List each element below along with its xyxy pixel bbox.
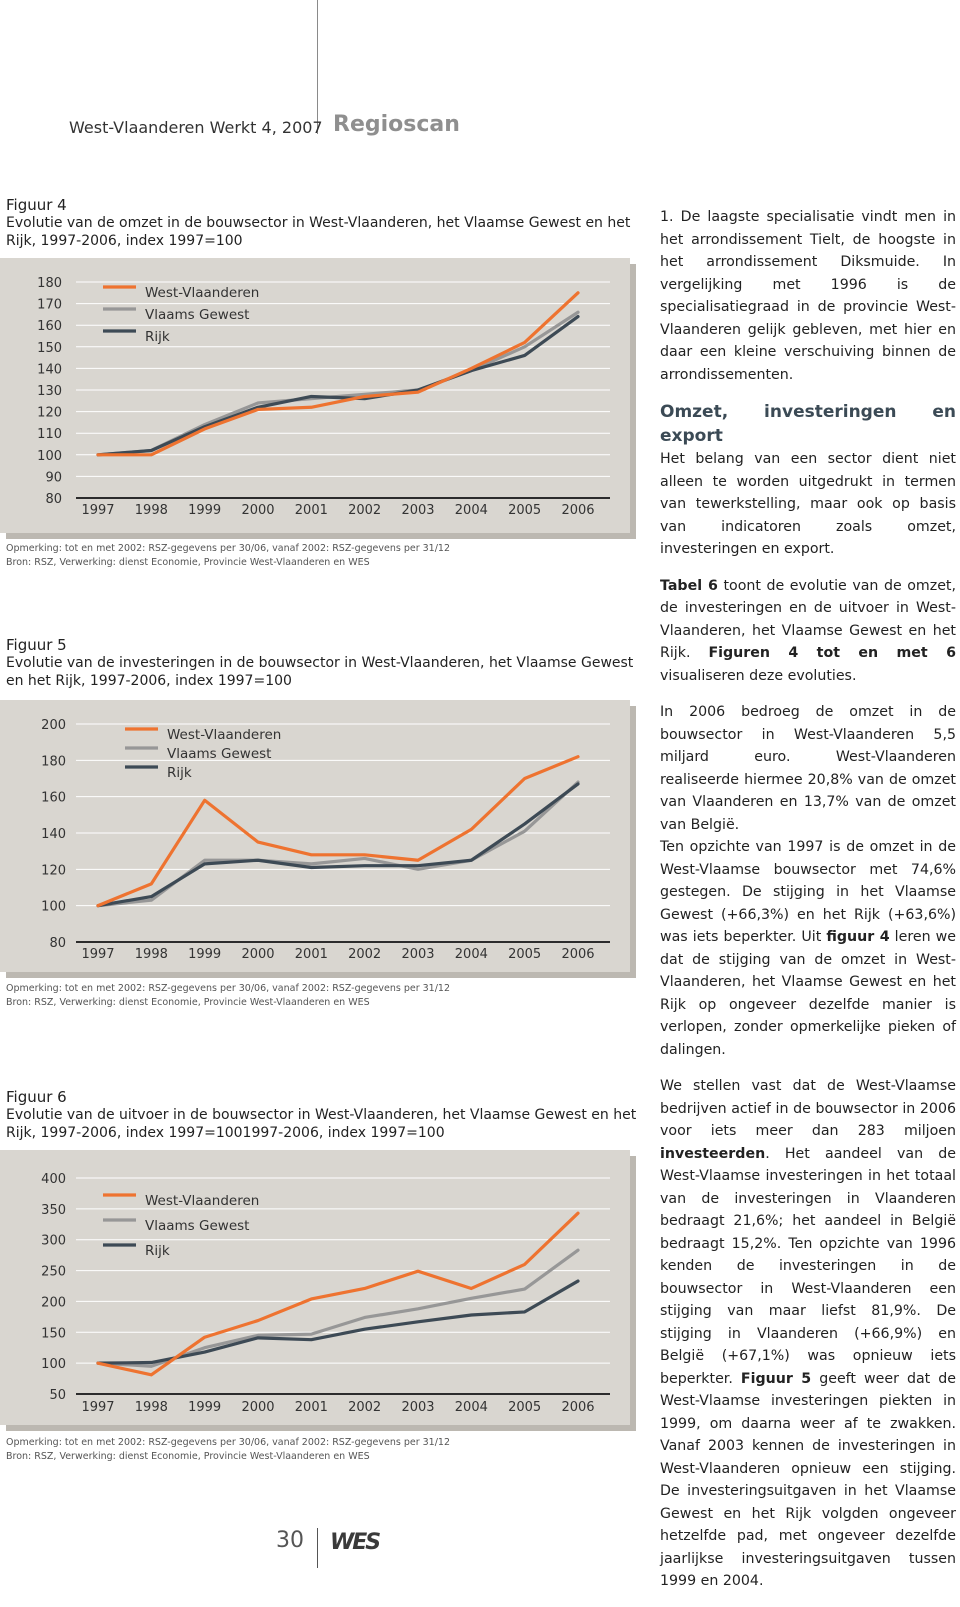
x-tick-label: 1998	[134, 1400, 168, 1415]
panel-background	[0, 1150, 630, 1425]
y-tick-label: 300	[41, 1233, 66, 1249]
x-tick-label: 2003	[401, 503, 435, 518]
legend-label: West-Vlaanderen	[145, 1193, 260, 1209]
y-tick-label: 200	[41, 718, 66, 733]
y-tick-label: 80	[45, 492, 62, 507]
y-tick-label: 180	[41, 754, 66, 770]
y-tick-label: 120	[41, 863, 66, 879]
figure-4-chart-svg	[0, 258, 640, 543]
keyword-investeerden: investeerden	[660, 1145, 766, 1162]
x-tick-label: 1997	[81, 503, 115, 518]
publication-title: West-Vlaanderen Werkt 4, 2007	[69, 118, 323, 137]
y-tick-label: 150	[41, 1326, 66, 1342]
table-reference: Tabel 6	[660, 577, 718, 594]
figure-5-chart	[0, 700, 640, 982]
wes-logo: WES	[330, 1530, 380, 1555]
x-tick-label: 2006	[561, 1400, 595, 1415]
y-tick-label: 400	[41, 1172, 66, 1187]
x-tick-label: 2005	[508, 1400, 542, 1415]
x-tick-label: 1997	[81, 1400, 115, 1415]
x-tick-label: 2000	[241, 1400, 275, 1415]
figure-5-chart-svg	[0, 700, 640, 982]
page-number: 30	[276, 1528, 304, 1553]
figure-reference: Figuren 4 tot en met 6	[708, 645, 956, 661]
x-tick-label: 2006	[561, 503, 595, 518]
figure-reference: Figuur 5	[740, 1370, 812, 1387]
x-tick-label: 2001	[294, 1400, 328, 1415]
paragraph-omzet: In 2006 bedroeg de omzet in de bouwsector in West-Vlaanderen 5,5 miljard euro. West-Vlaanderen realiseerde hiermee 20,8% van de omzet van Vlaanderen en 13,7% van de omzet van België.	[660, 704, 956, 833]
x-tick-label: 2006	[561, 947, 595, 962]
figure-source-text: Bron: RSZ, Verwerking: dienst Economie, Provincie West-Vlaanderen en WES	[6, 997, 370, 1008]
figure-caption-text: Evolutie van de omzet in de bouwsector in West-Vlaanderen, het Vlaamse Gewest en het Rijk, 1997-2006, index 1997=100	[6, 215, 631, 249]
x-tick-label: 1999	[188, 503, 222, 518]
y-tick-label: 50	[49, 1388, 66, 1403]
figure-note-text: Opmerking: tot en met 2002: RSZ-gegevens per 30/06, vanaf 2002: RSZ-gegevens per 31/12	[6, 543, 450, 554]
figure-note-text: Opmerking: tot en met 2002: RSZ-gegevens per 30/06, vanaf 2002: RSZ-gegevens per 31/12	[6, 983, 450, 994]
y-tick-label: 100	[41, 1357, 66, 1373]
x-tick-label: 1997	[81, 947, 115, 962]
y-tick-label: 140	[41, 827, 66, 842]
figure-caption-text: Evolutie van de uitvoer in de bouwsector in West-Vlaanderen, het Vlaamse Gewest en het Rijk, 1997-2006, index 1997=1001997-2006, index 1997=100	[6, 1107, 637, 1141]
y-tick-label: 150	[37, 340, 62, 356]
figure-6-note	[6, 1436, 646, 1464]
x-tick-label: 2000	[241, 947, 275, 962]
figure-source-text: Bron: RSZ, Verwerking: dienst Economie, Provincie West-Vlaanderen en WES	[6, 557, 370, 568]
figure-reference: figuur 4	[826, 929, 890, 945]
x-tick-label: 1998	[134, 503, 168, 518]
x-tick-label: 1998	[134, 947, 168, 962]
y-tick-label: 170	[37, 297, 62, 313]
x-tick-label: 2001	[294, 503, 328, 518]
x-tick-label: 2002	[348, 1400, 382, 1415]
figure-source-text: Bron: RSZ, Verwerking: dienst Economie, Provincie West-Vlaanderen en WES	[6, 1451, 370, 1462]
figure-caption-text: Evolutie van de investeringen in de bouwsector in West-Vlaanderen, het Vlaamse Gewest en het Rijk, 1997-2006, index 1997=100	[6, 655, 634, 689]
legend-label: West-Vlaanderen	[145, 285, 260, 301]
y-tick-label: 250	[41, 1264, 66, 1280]
y-tick-label: 100	[37, 448, 62, 464]
x-tick-label: 1999	[188, 947, 222, 962]
figure-6-chart	[0, 1150, 640, 1435]
figure-6-chart-svg	[0, 1150, 640, 1435]
legend-label: Vlaams Gewest	[145, 307, 250, 323]
y-tick-label: 200	[41, 1295, 66, 1311]
y-tick-label: 140	[37, 362, 62, 378]
section-heading: Omzet, investeringen en export	[660, 402, 956, 446]
y-tick-label: 120	[37, 405, 62, 421]
x-tick-label: 2000	[241, 503, 275, 518]
body-text-column	[660, 206, 956, 1607]
x-tick-label: 2001	[294, 947, 328, 962]
x-tick-label: 1999	[188, 1400, 222, 1415]
y-tick-label: 180	[37, 276, 62, 291]
y-tick-label: 130	[37, 384, 62, 399]
figure-number: Figuur 6	[6, 1088, 67, 1106]
paragraph-omzet-growth: Ten opzichte van 1997 is de omzet in de West-Vlaamse bouwsector met 74,6% gestegen. De stijging in het Vlaamse Gewest (+66,3%) en het Rijk (+63,6%) was iets beperkter. Uit figuur 4 leren we dat de stijging van de omzet in West-Vlaanderen, het Vlaamse Gewest en het Rijk op ongeveer dezelfde manier is verlopen, zonder opmerkelijke pieken of dalingen.	[660, 839, 957, 1058]
paragraph-specialisation: 1. De laagste specialisatie vindt men in het arrondissement Tielt, de hoogste in het arrondissement Diksmuide. In vergelijking met 1996 is de specialisatiegraad in de provincie West-Vlaanderen gelijk gebleven, met hier en daar een kleine verschuiving binnen de arrondissementen.	[660, 209, 956, 383]
y-tick-label: 80	[49, 936, 66, 951]
x-tick-label: 2003	[401, 947, 435, 962]
footer-divider	[317, 1528, 318, 1568]
section-title: Regioscan	[333, 112, 460, 137]
x-tick-label: 2002	[348, 947, 382, 962]
y-tick-label: 110	[37, 427, 62, 443]
x-tick-label: 2003	[401, 1400, 435, 1415]
header-divider	[317, 0, 318, 134]
paragraph-intro: Het belang van een sector dient niet alleen te worden uitgedrukt in termen van tewerkstelling, maar ook op basis van indicatoren zoals omzet, investeringen en export.	[660, 451, 956, 557]
legend-label: Rijk	[167, 765, 192, 781]
x-tick-label: 2005	[508, 947, 542, 962]
figure-number: Figuur 4	[6, 196, 67, 214]
figure-4-chart	[0, 258, 640, 543]
y-tick-label: 350	[41, 1202, 66, 1218]
legend-label: Rijk	[145, 329, 170, 345]
y-tick-label: 100	[41, 899, 66, 915]
legend-label: Rijk	[145, 1243, 170, 1259]
panel-background	[0, 700, 630, 972]
figure-4-note	[6, 542, 646, 570]
figure-number: Figuur 5	[6, 636, 67, 654]
x-tick-label: 2005	[508, 503, 542, 518]
figure-6-caption	[6, 1088, 646, 1142]
x-tick-label: 2004	[454, 503, 488, 518]
y-tick-label: 160	[37, 319, 62, 335]
x-tick-label: 2004	[454, 947, 488, 962]
figure-5-note	[6, 982, 646, 1010]
y-tick-label: 160	[41, 790, 66, 806]
paragraph-table-reference: Tabel 6 toont de evolutie van de omzet, de investeringen en de uitvoer in West-Vlaanderen, het Vlaamse Gewest en het Rijk. Figuren 4 tot en met 6 visualiseren deze evoluties.	[660, 577, 956, 684]
paragraph-investeringen: We stellen vast dat de West-Vlaamse bedrijven actief in de bouwsector in 2006 voor iets meer dan 283 miljoen investeerden. Het aandeel van de West-Vlaamse investeringen in het totaal van de investeringen in Vlaanderen bedraagt 21,6%; het aandeel in België bedraagt 15,2%. Ten opzichte van 1996 kenden de investeringen in de bouwsector in West-Vlaanderen een stijging van maar liefst 81,9%. De stijging in Vlaanderen (+66,9%) en België (+67,1%) was opnieuw iets beperkter. Figuur 5 geeft weer dat de West-Vlaamse investeringen piekten in 1999, om daarna weer af te zwakken. Vanaf 2003 kennen de investeringen in West-Vlaanderen opnieuw een stijging. De investeringsuitgaven in het Vlaamse Gewest en het Rijk volgden ongeveer hetzelfde pad, met ongeveer dezelfde jaarlijkse investeringsuitgaven tussen 1999 en 2004.	[660, 1078, 957, 1589]
x-tick-label: 2002	[348, 503, 382, 518]
figure-5-caption	[6, 636, 646, 690]
legend-label: Vlaams Gewest	[167, 746, 272, 762]
figure-4-caption	[6, 196, 646, 250]
y-tick-label: 90	[45, 470, 62, 486]
x-tick-label: 2004	[454, 1400, 488, 1415]
figure-note-text: Opmerking: tot en met 2002: RSZ-gegevens per 30/06, vanaf 2002: RSZ-gegevens per 31/12	[6, 1437, 450, 1448]
legend-label: Vlaams Gewest	[145, 1218, 250, 1234]
legend-label: West-Vlaanderen	[167, 727, 282, 743]
